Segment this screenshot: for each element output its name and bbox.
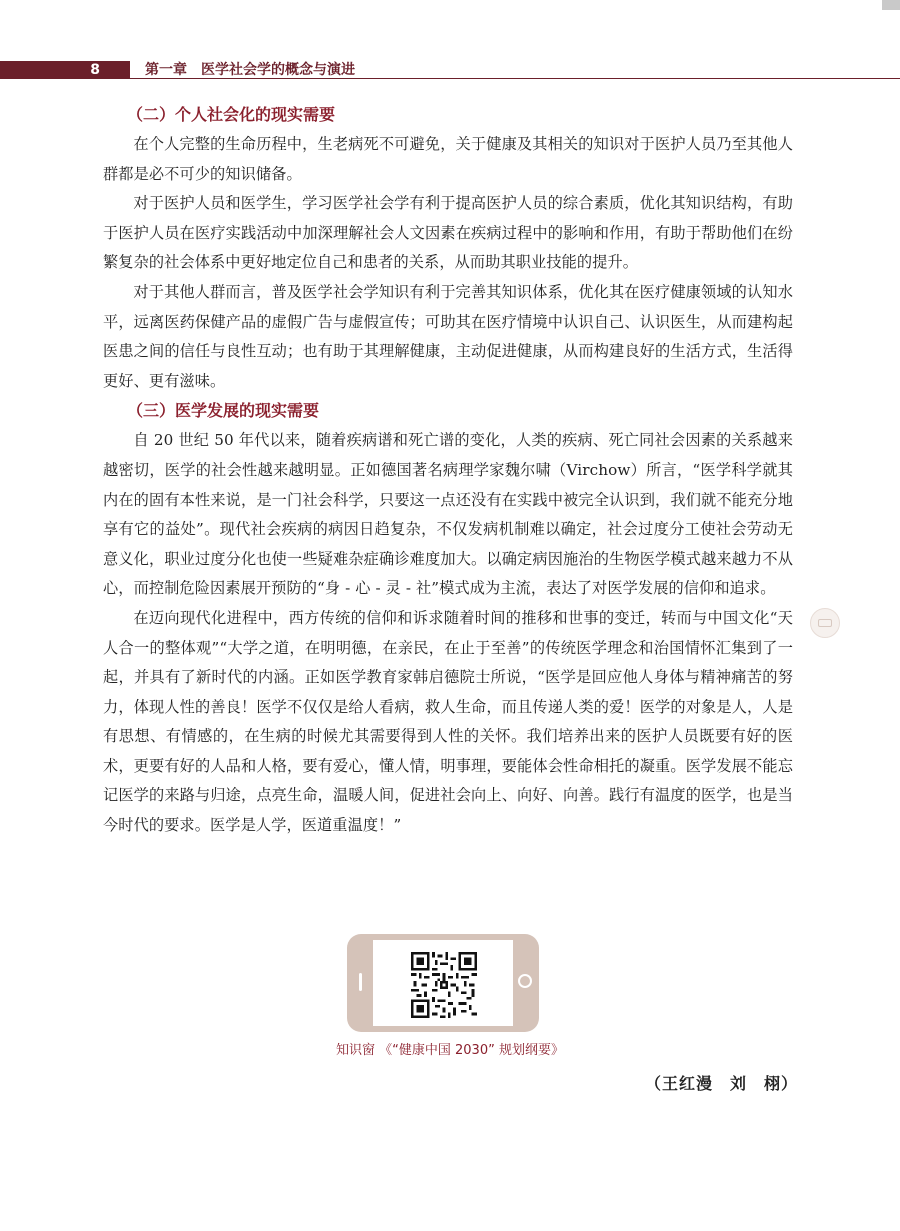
phone-screen (373, 940, 513, 1026)
knowledge-window[interactable] (347, 934, 539, 1032)
corner-mark (882, 0, 900, 10)
paragraph: 在迈向现代化进程中，西方传统的信仰和诉求随着时间的推移和世事的变迁，转而与中国文化“天人合一的整体观”“大学之道，在明明德，在亲民，在止于至善”的传统医学理念和治国情怀汇集到了一起，并具有了新时代的内涵。正如医学教育家韩启德院士所说，“医学是回应他人身体与精神痛苦的努力，体现人性的善良！医学不仅仅是给人看病，救人生命，而且传递人类的爱！医学的对象是人，人是有思想、有情感的，在生病的时候尤其需要得到人性的关怀。我们培养出来的医护人员既要有好的医术，更要有好的人品和人格，要有爱心，懂人情，明事理，要能体会性命相托的凝重。医学发展不能忘记医学的来路与归途，点亮生命，温暖人间，促进社会向上、向好、向善。践行有温度的医学，也是当今时代的要求。医学是人学，医道重温度！” (103, 608, 793, 835)
header-rule (130, 78, 900, 79)
paragraph: 自 20 世纪 50 年代以来，随着疾病谱和死亡谱的变化，人类的疾病、死亡同社会因素的关系越来越密切，医学的社会性越来越明显。正如德国著名病理学家魏尔啸（Virchow）所言，“医学科学就其内在的固有本性来说，是一门社会科学，只要这一点还没有在实践中被完全认识到，我们就不能充分地享有它的益处”。现代社会疾病的病因日趋复杂，不仅发病机制难以确定，社会过度分工使社会劳动无意义化，职业过度分化也使一些疑难杂症确诊难度加大。以确定病因施治的生物医学模式越来越力不从心，而控制危险因素展开预防的“身 - 心 - 灵 - 社”模式成为主流，表达了对医学发展的信仰和追求。 (103, 431, 793, 598)
section-title-3: （三）医学发展的现实需要 (127, 401, 320, 421)
section-title-2: （二）个人社会化的现实需要 (127, 105, 336, 124)
phone-home-button (518, 974, 532, 988)
chapter-title: 第一章 医学社会学的概念与演进 (145, 62, 355, 78)
running-header (0, 61, 900, 79)
body-content (103, 100, 793, 841)
phone-icon (347, 934, 539, 1032)
page-number: 8 (90, 62, 100, 78)
side-marker-icon (810, 608, 840, 638)
paragraph: 对于医护人员和医学生，学习医学社会学有利于提高医护人员的综合素质，优化其知识结构，有助于医护人员在医疗实践活动中加深理解社会人文因素在疾病过程中的影响和作用，有助于帮助他们在纷繁复杂的社会体系中更好地定位自己和患者的关系，从而助其职业技能的提升。 (103, 194, 793, 272)
phone-speaker (359, 973, 362, 991)
page-number-block (0, 61, 130, 79)
qr-caption: 知识窗 《“健康中国 2030” 规划纲要》 (336, 1043, 564, 1058)
paragraph: 在个人完整的生命历程中，生老病死不可避免，关于健康及其相关的知识对于医护人员乃至其他人群都是必不可少的知识储备。 (103, 135, 793, 183)
paragraph: 对于其他人群而言，普及医学社会学知识有利于完善其知识体系，优化其在医疗健康领域的认知水平，远离医药保健产品的虚假广告与虚假宣传；可助其在医疗情境中认识自己、认识医生，从而建构起医患之间的信任与良性互动；也有助于其理解健康，主动促进健康，从而构建良好的生活方式，生活得更好、更有滋味。 (103, 282, 793, 390)
qr-code-icon[interactable] (411, 952, 477, 1018)
authors: （王红漫 刘 栩） (645, 1074, 799, 1093)
